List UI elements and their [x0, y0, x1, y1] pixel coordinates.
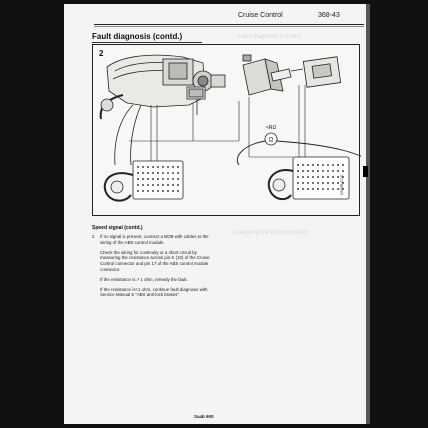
header-rule — [94, 24, 364, 25]
section-title-rule — [92, 42, 202, 43]
right-wiring — [299, 85, 305, 157]
manual-page — [64, 4, 366, 424]
step-2 — [92, 234, 212, 302]
left-connector-board — [105, 161, 183, 201]
page-edge — [366, 4, 370, 424]
wiring-diagram — [93, 45, 361, 217]
meter-symbol: Ω — [268, 137, 274, 144]
abs-module-illustration — [101, 55, 225, 165]
wiring-figure — [92, 44, 360, 216]
bleed-through-heading: Fault diagnosis (contd.) — [238, 34, 301, 40]
figure-code: CB98R 0170 — [340, 174, 344, 195]
right-connector-board — [269, 157, 349, 199]
speed-signal-subhead: Speed signal (contd.) — [92, 225, 143, 231]
cruise-control-module-illustration — [243, 55, 341, 95]
speed-signal-text — [92, 234, 212, 302]
header-rule-thin — [94, 26, 364, 27]
running-title: Cruise Control — [238, 12, 283, 19]
paragraph-connect-bob: If no signal is present, connect a BOB with cables to the wiring of the ABS control module. — [100, 234, 209, 245]
section-title: Fault diagnosis (contd.) — [92, 32, 183, 41]
bleed-through-subhead: Checking the CRUISE lamp — [234, 230, 309, 236]
page-number: 368-43 — [318, 12, 340, 19]
step-number: 2 — [92, 234, 95, 239]
page-footer: Saab 900 — [194, 414, 214, 419]
paragraph-remedy: If the resistance is > 1 ohm, remedy the fault. — [100, 276, 188, 282]
figure-number: 2 — [99, 49, 104, 58]
paragraph-continue: If the resistance is<1 ohm, continue fault diagnosis with Service Manual 5 "ABS anti-lock brakes" — [100, 286, 208, 298]
paragraph-check-wiring: Check the wiring for continuity or a short circuit by measuring the resistance across pin K (10) of the Cruise Control connector and pin 17 of the ABS control module connector. — [100, 249, 210, 272]
meter-label: <RΩ — [266, 125, 277, 131]
section-tab-marker — [363, 166, 368, 177]
step-body — [100, 234, 212, 302]
